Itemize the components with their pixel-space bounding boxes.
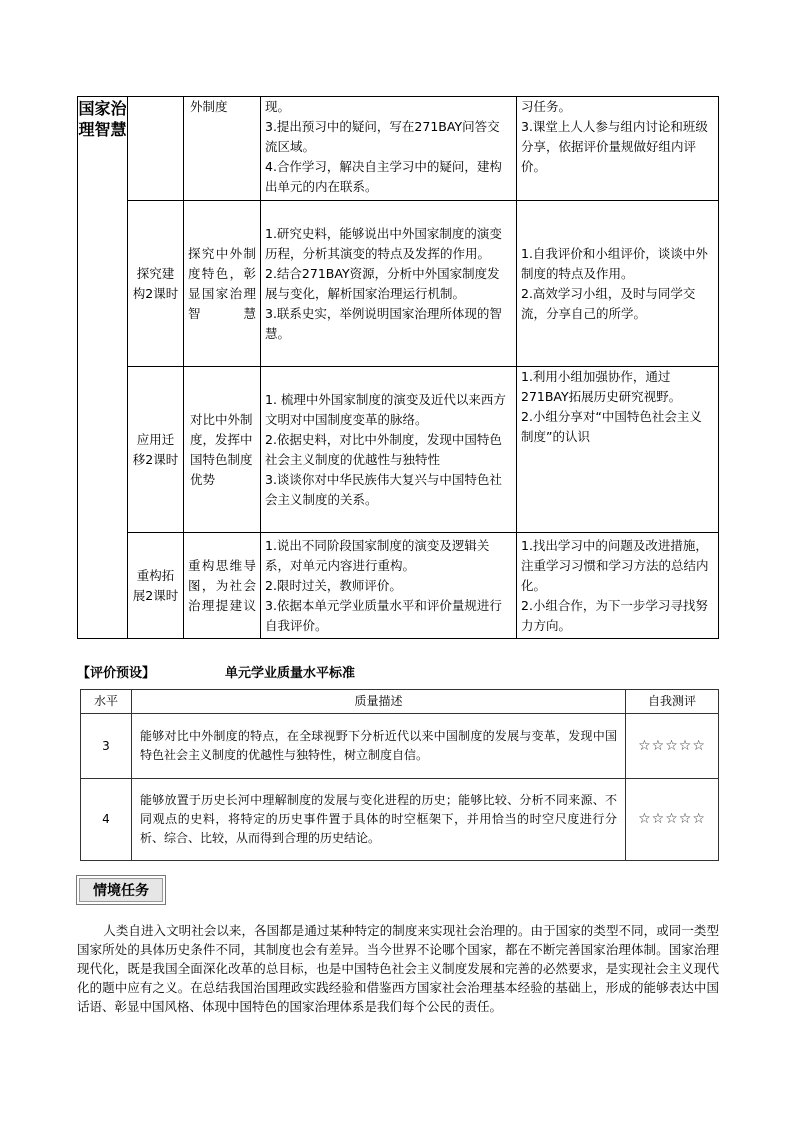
activity-item: 2.限时过关，教师评价。 — [265, 577, 402, 593]
activity-item: 3.提出预习中的疑问，写在271BAY问答交流区域。 — [265, 119, 500, 154]
description-cell: 能够对比中外制度的特点，在全球视野下分析近代以来中国制度的发展与变革，发现中国特色社会主义制度的优越性与独特性，树立制度自信。 — [132, 714, 626, 779]
evaluation-cell — [517, 97, 719, 201]
activity-item: 3.谈谈你对中华民族伟大复兴与中国特色社会主义制度的关系。 — [265, 471, 502, 507]
category-cell: 国家治理智慧 — [78, 97, 128, 639]
activity-item: 2.结合271BAY资源，分析中外国家制度发展与变化，解析国家治理运行机制。 — [265, 265, 500, 301]
topic-cell: 重构思维导图，为社会治理提建议 — [184, 533, 261, 639]
task-section-heading — [76, 875, 166, 905]
evaluation-item: 2.高效学习小组，及时与同学交流，分享自己的所学。 — [521, 285, 696, 321]
evaluation-item: 2.小组分享对“中国特色社会主义制度”的认识 — [521, 409, 702, 444]
evaluation-item: 1.利用小组加强协作，通过271BAY拓展历史研究视野。 — [521, 369, 682, 404]
self-rating-stars[interactable]: ☆☆☆☆☆ — [626, 714, 719, 779]
table-row — [78, 201, 719, 367]
phase-cell: 应用迁移2课时 — [128, 367, 184, 533]
task-paragraph: 人类自进入文明社会以来，各国都是通过某种特定的制度来实现社会治理的。由于国家的类型不同，或同一类型国家所处的具体历史条件不同，其制度也会有差异。当今世界不论哪个国家，都在不断完善国家治理体制。国家治理现代化，既是我国全面深化改革的总目标，也是中国特色社会主义制度发展和完善的必然要求，是实现社会主义现代化的题中应有之义。在总结我国治国理政实践经验和借鉴西方国家社会治理基本经验的基础上，形成的能够表达中国话语、彰显中国风格、体现中国特色的国家治理体系是我们每个公民的责任。 — [77, 923, 719, 1014]
task-section-title: 情境任务 — [79, 878, 163, 902]
column-header: 质量描述 — [132, 690, 626, 714]
activity-item: 1.说出不同阶段国家制度的演变及逻辑关系，对单元内容进行重构。 — [265, 537, 490, 573]
activity-item: 1.研究史料，能够说出中外国家制度的演变历程，分析其演变的特点及发挥的作用。 — [265, 225, 502, 261]
phase-cell: 重构拓展2课时 — [128, 533, 184, 639]
evaluation-item: 1.找出学习中的问题及改进措施，注重学习习惯和学习方法的总结内化。 — [521, 537, 709, 593]
activities-cell — [261, 533, 517, 639]
evaluation-section-title: 【评价预设】 — [77, 666, 156, 681]
activity-item: 2.依据史料，对比中外制度，发现中国特色社会主义制度的优越性与独特性 — [265, 431, 502, 467]
phase-cell — [128, 97, 184, 201]
table-row — [78, 533, 719, 639]
evaluation-item: 1.自我评价和小组评价，谈谈中外制度的特点及作用。 — [521, 245, 708, 281]
activity-item: 3.联系史实，举例说明国家治理所体现的智慧。 — [265, 305, 502, 341]
activity-item: 现。 — [265, 99, 291, 114]
quality-standard-table — [80, 689, 719, 861]
table-row — [78, 367, 719, 533]
table-row — [78, 97, 719, 201]
table-row — [81, 779, 719, 861]
activity-item: 1. 梳理中外国家制度的演变及近代以来西方文明对中国制度变革的脉络。 — [265, 391, 506, 427]
level-cell: 3 — [81, 714, 132, 779]
description-cell: 能够放置于历史长河中理解制度的发展与变化进程的历史；能够比较、分析不同来源、不同观点的史料，将特定的历史事件置于具体的时空框架下，并用恰当的时空尺度进行分析、综合、比较，从而得到合理的历史结论。 — [132, 779, 626, 861]
activity-item: 4.合作学习，解决自主学习中的疑问，建构出单元的内在联系。 — [265, 159, 502, 194]
evaluation-item: 2.小组合作，为下一步学习寻找努力方向。 — [521, 597, 708, 633]
topic-cell: 探究中外制度特色，彰显国家治理智慧 — [184, 201, 261, 367]
self-rating-stars[interactable]: ☆☆☆☆☆ — [626, 779, 719, 861]
topic-cell: 对比中外制度，发挥中国特色制度优势 — [184, 367, 261, 533]
table-row — [81, 714, 719, 779]
evaluation-cell — [517, 533, 719, 639]
activity-item: 3.依据本单元学业质量水平和评价量规进行自我评价。 — [265, 597, 502, 633]
column-header: 水平 — [81, 690, 132, 714]
evaluation-item: 3.课堂上人人参与组内讨论和班级分享，依据评价量规做好组内评价。 — [521, 119, 708, 174]
column-header: 自我测评 — [626, 690, 719, 714]
table-header-row — [81, 690, 719, 714]
lesson-plan-table — [77, 96, 719, 639]
evaluation-cell — [517, 367, 719, 533]
activities-cell — [261, 201, 517, 367]
activities-cell — [261, 97, 517, 201]
phase-cell: 探究建构2课时 — [128, 201, 184, 367]
level-cell: 4 — [81, 779, 132, 861]
quality-standard-title: 单元学业质量水平标准 — [225, 666, 356, 681]
evaluation-cell — [517, 201, 719, 367]
activities-cell — [261, 367, 517, 533]
topic-cell: 外制度 — [184, 97, 261, 201]
evaluation-item: 习任务。 — [521, 99, 572, 114]
